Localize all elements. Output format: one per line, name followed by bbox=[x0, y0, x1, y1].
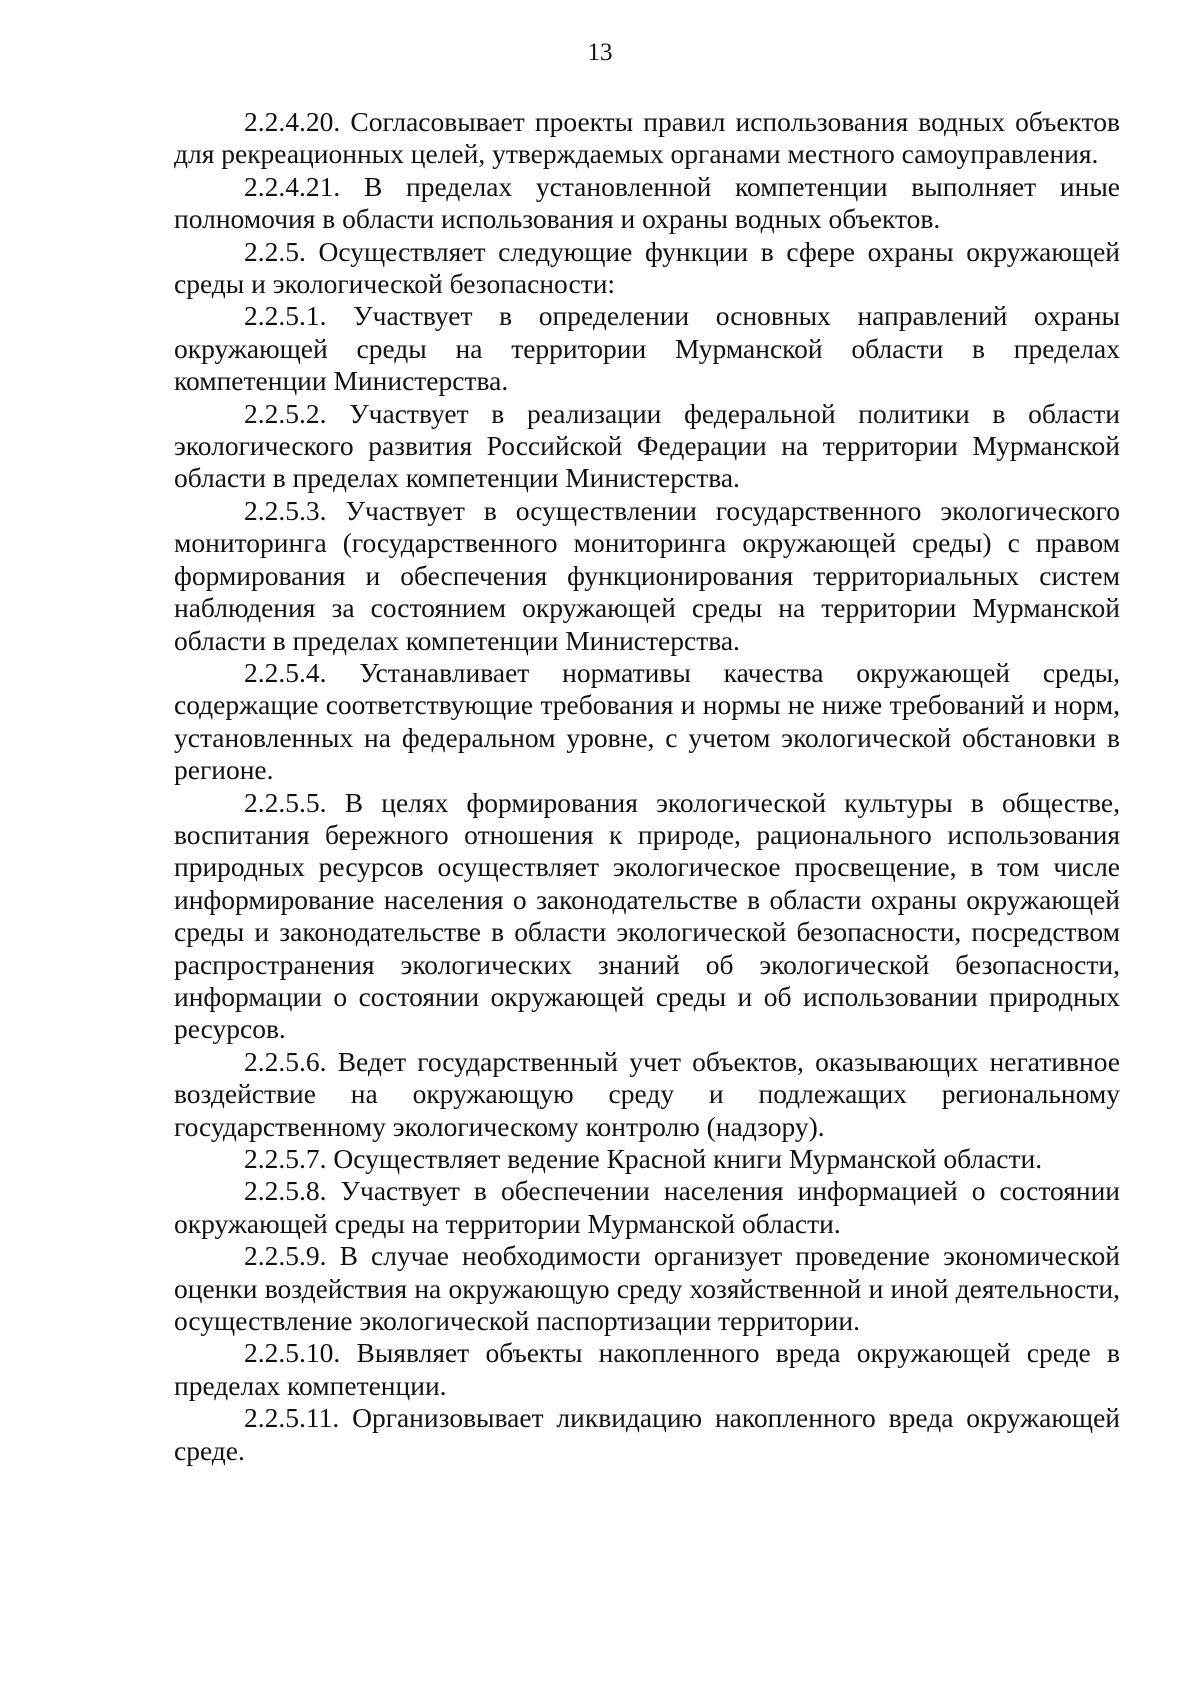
paragraph-2-2-4-20: 2.2.4.20. Согласовывает проекты правил использования водных объектов для рекреационных целей, утверждаемых органами местного самоуправления. bbox=[174, 106, 1120, 170]
paragraph-2-2-5-9: 2.2.5.9. В случае необходимости организует проведение экономической оценки воздействия на окружающую среду хозяйственной и иной деятельности, осуществление экологической паспортизации территории. bbox=[174, 1240, 1120, 1337]
paragraph-2-2-5-11: 2.2.5.11. Организовывает ликвидацию накопленного вреда окружающей среде. bbox=[174, 1402, 1120, 1466]
paragraph-2-2-5-4: 2.2.5.4. Устанавливает нормативы качества окружающей среды, содержащие соответствующие требования и нормы не ниже требований и норм, установленных на федеральном уровне, с учетом экологической обстановки в регионе. bbox=[174, 656, 1120, 786]
paragraph-2-2-5-3: 2.2.5.3. Участвует в осуществлении государственного экологического мониторинга (государственного мониторинга окружающей среды) с правом формирования и обеспечения функционирования территориальных систем наблюдения за состоянием окружающей среды на территории Мурманской области в пределах компетенции Министерства. bbox=[174, 494, 1120, 656]
paragraph-2-2-5-2: 2.2.5.2. Участвует в реализации федеральной политики в области экологического развития Российской Федерации на территории Мурманской области в пределах компетенции Министерства. bbox=[174, 397, 1120, 494]
paragraph-2-2-5: 2.2.5. Осуществляет следующие функции в сфере охраны окружающей среды и экологической безопасности: bbox=[174, 235, 1120, 300]
paragraph-2-2-4-21: 2.2.4.21. В пределах установленной компетенции выполняет иные полномочия в области использования и охраны водных объектов. bbox=[174, 170, 1120, 235]
paragraph-2-2-5-6: 2.2.5.6. Ведет государственный учет объектов, оказывающих негативное воздействие на окружающую среду и подлежащих региональному государственному экологическому контролю (надзору). bbox=[174, 1045, 1120, 1142]
page-number: 13 bbox=[587, 39, 613, 66]
paragraph-2-2-5-7: 2.2.5.7. Осуществляет ведение Красной книги Мурманской области. bbox=[244, 1143, 1043, 1174]
paragraph-2-2-5-5: 2.2.5.5. В целях формирования экологической культуры в обществе, воспитания бережного отношения к природе, рационального использования природных ресурсов осуществляет экологическое просвещение, в том числе информирование населения о законодательстве в области охраны окружающей среды и законодательстве в области экологической безопасности, посредством распространения экологических знаний об экологической безопасности, информации о состоянии окружающей среды и об использовании природных ресурсов. bbox=[174, 786, 1120, 1045]
paragraph-2-2-5-10: 2.2.5.10. Выявляет объекты накопленного вреда окружающей среде в пределах компетенции. bbox=[174, 1337, 1120, 1401]
document-body bbox=[174, 106, 1120, 1467]
paragraph-2-2-5-8: 2.2.5.8. Участвует в обеспечении населения информацией о состоянии окружающей среды на территории Мурманской области. bbox=[174, 1175, 1120, 1239]
paragraph-2-2-5-1: 2.2.5.1. Участвует в определении основных направлений охраны окружающей среды на территории Мурманской области в пределах компетенции Министерства. bbox=[174, 300, 1120, 397]
